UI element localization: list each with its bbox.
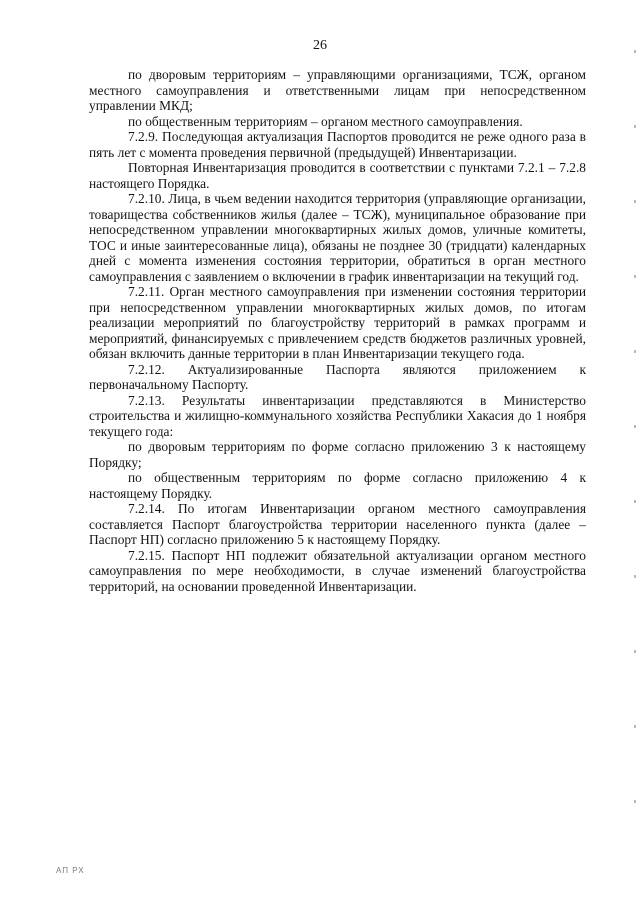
paragraph-public-territories-responsible: по общественным территориям – органом местного самоуправления. — [128, 113, 523, 129]
paragraph-yard-territories-responsible: по дворовым территориям – управляющими организациями, ТСЖ, органом местного самоуправления и ответственными лицам при непосредственном управлении МКД; — [89, 67, 586, 113]
paragraph-7-2-11: 7.2.11. Орган местного самоуправления при изменении состояния территории при непосредственном управлении многоквартирных жилых домов, по итогам реализации мероприятий по благоустройству территорий в рамках программ и мероприятий, финансируемых с привлечением средств бюджетов различных уровней, обязан включить данные территории в план Инвентаризации текущего года. — [89, 284, 586, 361]
footer-stamp-mark: АП РХ — [56, 866, 85, 875]
page-number: 26 — [313, 38, 327, 53]
paragraph-7-2-15: 7.2.15. Паспорт НП подлежит обязательной актуализации органом местного самоуправления по мере необходимости, в случае изменений благоустройства территорий, на основании проведенной Инвентаризации. — [89, 547, 586, 594]
paragraph-7-2-14: 7.2.14. По итогам Инвентаризации органом местного самоуправления составляется Паспорт благоустройства территории населенного пункта (далее – Паспорт НП) согласно приложению 5 к настоящему Порядку. — [89, 501, 586, 547]
document-body — [89, 67, 586, 594]
paragraph-public-territories-form: по общественным территориям по форме согласно приложению 4 к настоящему Порядку. — [89, 470, 586, 501]
paragraph-7-2-9: 7.2.9. Последующая актуализация Паспортов проводится не реже одного раза в пять лет с момента проведения первичной (предыдущей) Инвентаризации. — [89, 129, 586, 160]
scan-edge-marks — [632, 30, 636, 850]
paragraph-7-2-13: 7.2.13. Результаты инвентаризации представляются в Министерство строительства и жилищно-коммунального хозяйства Республики Хакасия до 1 ноября текущего года: — [89, 392, 586, 439]
paragraph-7-2-10: 7.2.10. Лица, в чьем ведении находится территория (управляющие организации, товарищества собственников жилья (далее – ТСЖ), муниципальное образование при непосредственном управлении многоквартирных жилых домов, уличные комитеты, ТОС и иные заинтересованные лица), обязаны не позднее 30 (тридцати) календарных дней с момента изменения состояния территории, обратиться в орган местного самоуправления с заявлением о включении в график инвентаризации на текущий год. — [89, 191, 586, 284]
paragraph-yard-territories-form: по дворовым территориям по форме согласно приложению 3 к настоящему Порядку; — [89, 439, 586, 470]
paragraph-7-2-12: 7.2.12. Актуализированные Паспорта являются приложением к первоначальному Паспорту. — [89, 361, 586, 392]
paragraph-repeat-inventory: Повторная Инвентаризация проводится в соответствии с пунктами 7.2.1 – 7.2.8 настоящего Порядка. — [89, 160, 586, 191]
